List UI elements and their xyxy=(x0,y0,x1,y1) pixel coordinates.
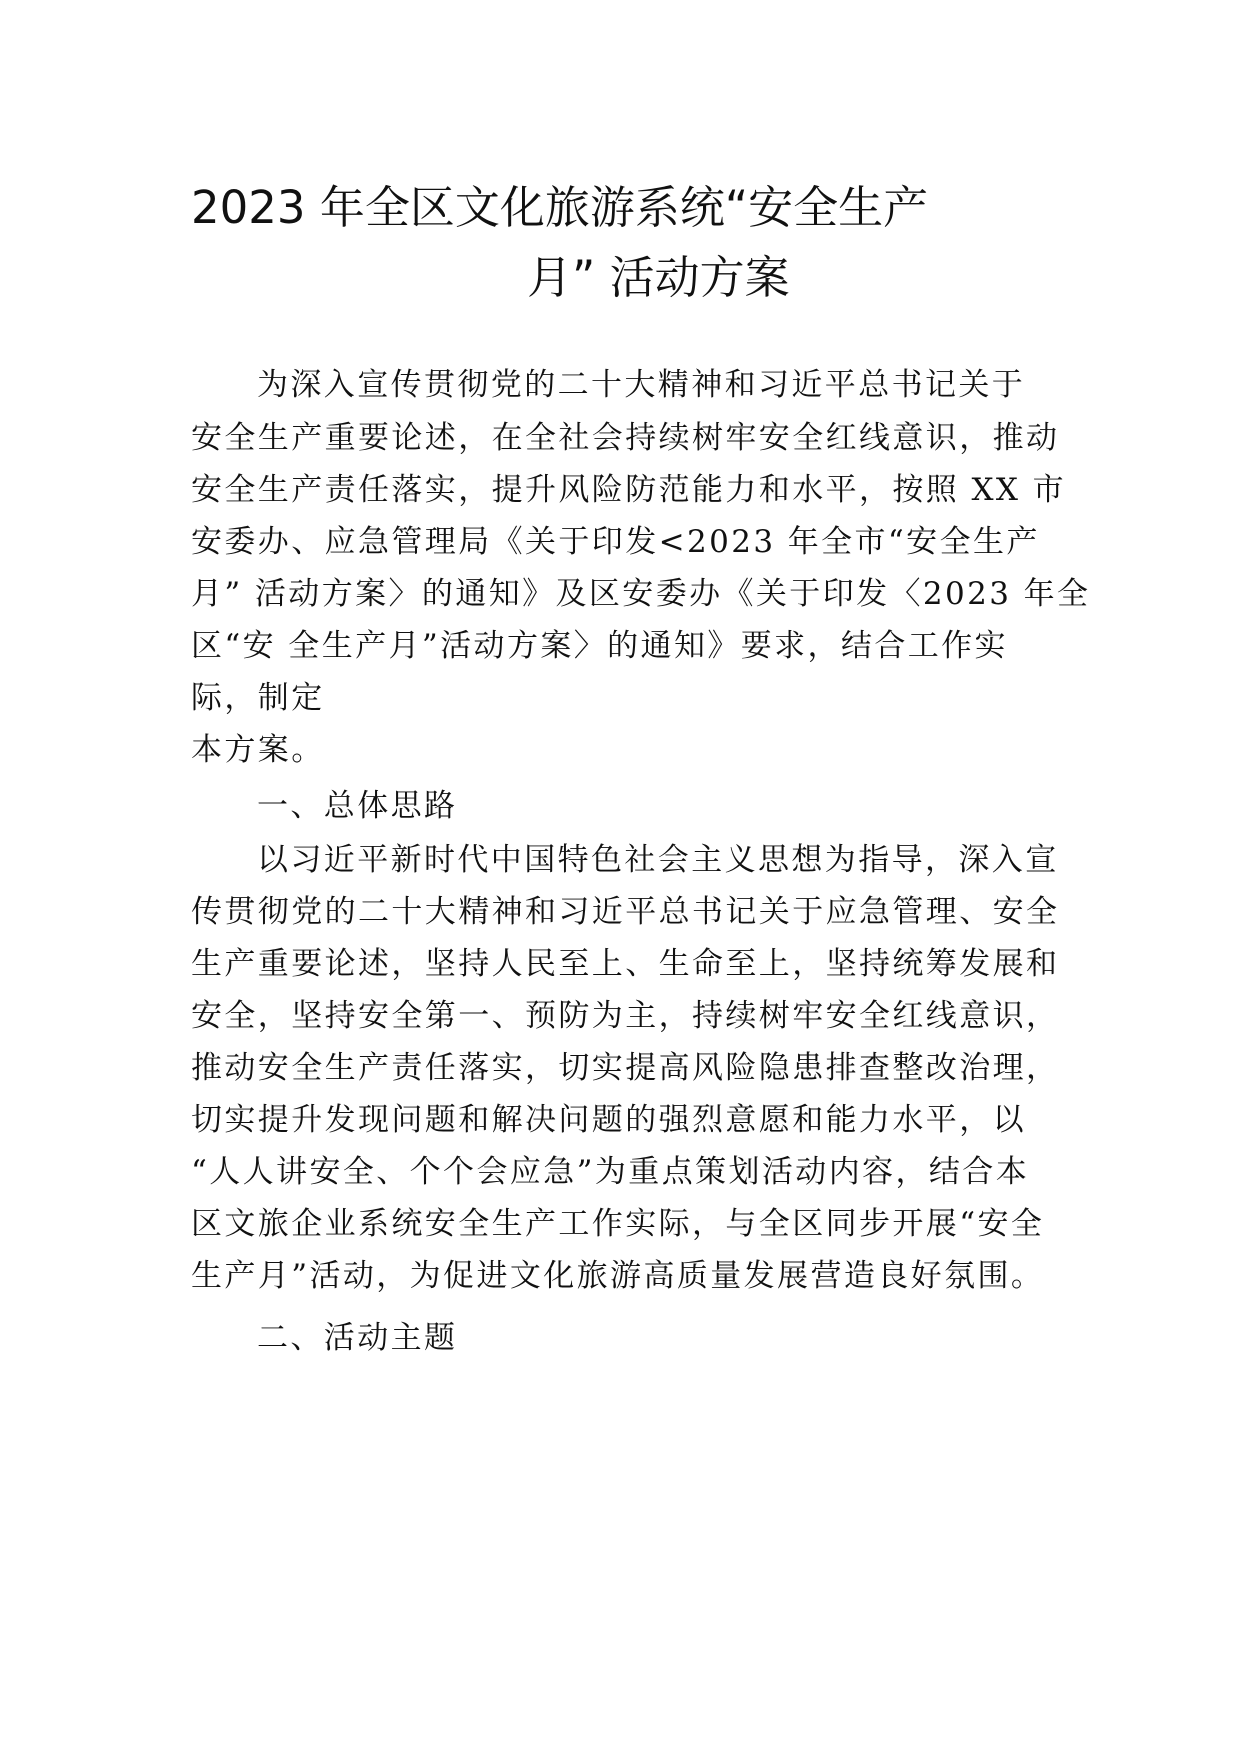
intro-line-8: 本方案。 xyxy=(191,732,325,768)
section-1-line-9: 生产月”活动，为促进文化旅游高质量发展营造良好氛围。 xyxy=(191,1258,1045,1294)
section-1-line-4: 安全，坚持安全第一、预防为主，持续树牢安全红线意识， xyxy=(191,998,1060,1034)
document-title-line-2: 月” 活动方案 xyxy=(527,251,790,304)
section-1-line-1: 以习近平新时代中国特色社会主义思想为指导，深入宣 xyxy=(257,842,1059,878)
intro-line-6: 区“安 全生产月”活动方案〉的通知》要求，结合工作实 xyxy=(191,628,1008,664)
section-1-line-6: 切实提升发现问题和解决问题的强烈意愿和能力水平，以 xyxy=(191,1102,1026,1138)
document-title-line-1: 2023 年全区文化旅游系统“安全生产 xyxy=(191,181,929,234)
section-1-line-8: 区文旅企业系统安全生产工作实际，与全区同步开展“安全 xyxy=(191,1206,1045,1242)
section-1-line-5: 推动安全生产责任落实，切实提高风险隐患排查整改治理， xyxy=(191,1050,1060,1086)
section-2-heading: 二、活动主题 xyxy=(257,1320,458,1356)
intro-line-2: 安全生产重要论述，在全社会持续树牢安全红线意识，推动 xyxy=(191,420,1060,456)
section-1-line-7: “人人讲安全、个个会应急”为重点策划活动内容，结合本 xyxy=(191,1154,1030,1190)
intro-line-3: 安全生产责任落实，提升风险防范能力和水平，按照 XX 市 xyxy=(191,472,1067,508)
intro-line-5: 月” 活动方案〉的通知》及区安委办《关于印发〈2023 年全 xyxy=(191,576,1091,612)
section-1-heading: 一、总体思路 xyxy=(257,788,458,824)
intro-line-1: 为深入宣传贯彻党的二十大精神和习近平总书记关于 xyxy=(257,367,1026,403)
intro-line-7: 际，制定 xyxy=(191,680,325,716)
section-1-line-3: 生产重要论述，坚持人民至上、生命至上，坚持统筹发展和 xyxy=(191,946,1060,982)
section-1-line-2: 传贯彻党的二十大精神和习近平总书记关于应急管理、安全 xyxy=(191,894,1060,930)
intro-line-4: 安委办、应急管理局《关于印发<2023 年全市“安全生产 xyxy=(191,524,1040,560)
